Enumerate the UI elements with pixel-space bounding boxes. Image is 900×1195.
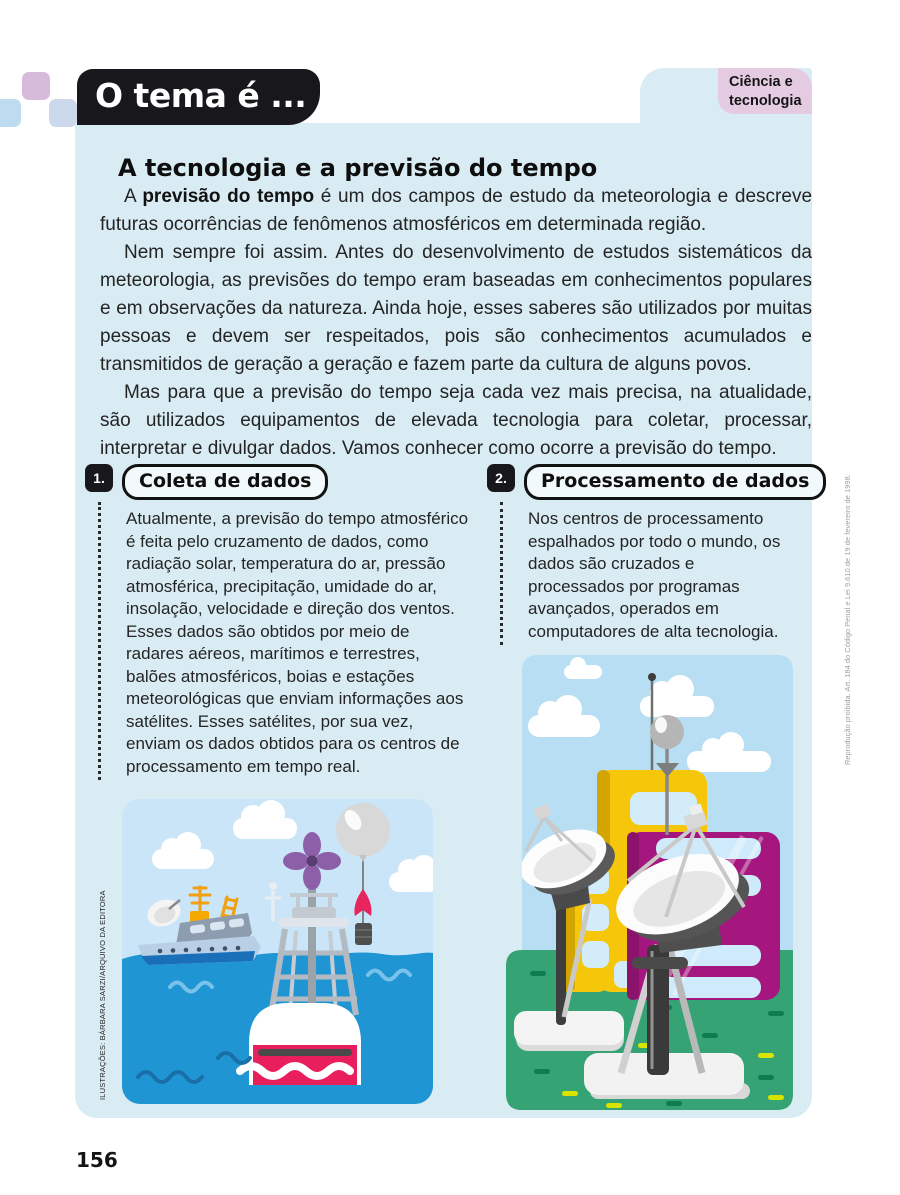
intro-p1-keyterm: previsão do tempo [142, 186, 315, 207]
intro-paragraphs [100, 183, 812, 463]
decorative-square-blue [0, 99, 21, 127]
section-2-number-badge: 2. [487, 464, 515, 492]
small-dish-pad [514, 1011, 624, 1045]
section-1-number-badge: 1. [85, 464, 113, 492]
category-badge: Ciência e tecnologia [718, 68, 812, 114]
intro-paragraph-2: Nem sempre foi assim. Antes do desenvolvimento de estudos sistemáticos da meteorologia, as previsões do tempo eram baseadas em conhecimentos populares e em observações da natureza. Ainda hoje, esses saberes são utilizados por muitas pessoas e devem ser respeitados, pois são conhecimentos acumulados e transmitidos de geração a geração e fazem parte da cultura de alguns povos. [100, 242, 812, 375]
data-processing-illustration [506, 655, 793, 1110]
buoy-float-bar [258, 1049, 352, 1056]
section-2-heading: Processamento de dados [524, 464, 826, 500]
page-title: A tecnologia e a previsão do tempo [118, 154, 598, 183]
section-2-header [487, 464, 817, 500]
section-tag: O tema é ... [77, 69, 320, 125]
section-1-header [85, 464, 475, 500]
balloon [336, 803, 390, 857]
section-1-body: Atualmente, a previsão do tempo atmosférico é feita pelo cruzamento de dados, como radiação solar, temperatura do ar, pressão atmosférica, precipitação, umidade do ar, insolação, velocidade e direção dos ventos. Esses dados são obtidos por meio de radares aéreos, marítimos e terrestres, balões atmosféricos, boias e estações meteorológicas que enviam informações aos satélites. Esses satélites, por sua vez, enviam os dados obtidos para os centros de processamento em tempo real. [98, 502, 471, 780]
intro-p1-pre: A [124, 186, 143, 207]
copyright-notice: Reprodução proibida. Art. 184 do Código Penal e Lei 9.610 de 19 de fevereiro de 1998. [843, 474, 852, 765]
section-data-processing [487, 464, 817, 645]
section-data-collection [85, 464, 475, 780]
decorative-square-lavender [49, 99, 77, 127]
buoy-platform [279, 918, 349, 927]
intro-paragraph-1 [100, 183, 812, 239]
section-1-heading: Coleta de dados [122, 464, 328, 500]
data-collection-illustration [122, 799, 433, 1104]
section-2-body: Nos centros de processamento espalhados por todo o mundo, os dados são cruzados e processados por programas avançados, operados em computadores de alta tecnologia. [500, 502, 793, 645]
page-number: 156 [76, 1148, 118, 1172]
decorative-square-pink [22, 72, 50, 100]
intro-paragraph-3: Mas para que a previsão do tempo seja cada vez mais precisa, na atualidade, são utilizados equipamentos de elevada tecnologia para coletar, processar, interpretar e divulgar dados. Vamos conhecer como ocorre a previsão do tempo. [100, 382, 812, 459]
illustration-credit: ILUSTRAÇÕES: BÁRBARA SARZI/ARQUIVO DA EDITORA [98, 890, 107, 1100]
antenna-sphere [650, 715, 684, 749]
radiosonde-box [355, 923, 372, 945]
intro-p1-post: é um dos campos de estudo da meteorologia e descreve futuras ocorrências de fenômenos atmosféricos em determinada região. [100, 186, 813, 235]
